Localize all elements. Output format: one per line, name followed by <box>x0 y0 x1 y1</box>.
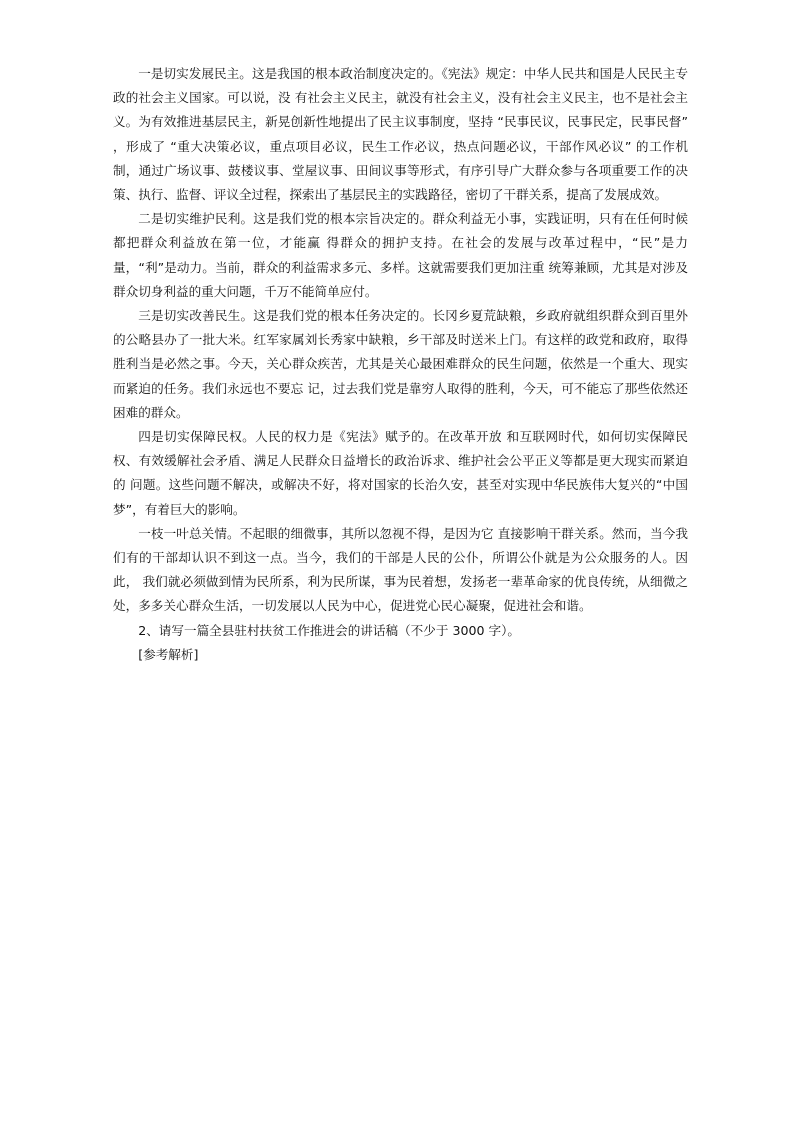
answer-heading: [参考解析] <box>138 646 199 662</box>
document-page <box>113 62 688 667</box>
question-prompt: 2、请写一篇全县驻村扶贫工作推进会的讲话稿（不少于 3000 字）。 <box>138 622 520 638</box>
paragraph-conclusion: 一枝一叶总关情。不起眼的细微事，其所以忽视不得，是因为它 直接影响干群关系。然而，当今我们有的干部却认识不到这一点。当今，我们的干部是人民的公仆，所谓公仆就是为公众服务的人。因此， 我们就必须做到情为民所系，利为民所谋，事为民着想，发扬老一辈革命家的优良传统，从细微之处，多多关心群众生活，一切发展以人民为中心，促进党心民心凝聚，促进社会和谐。 <box>113 525 688 614</box>
paragraph-guarantee-rights: 四是切实保障民权。人民的权力是《宪法》赋予的。在改革开放 和互联网时代，如何切实保障民权、有效缓解社会矛盾、满足人民群众日益增长的政治诉求、维护社会公平正义等都是更大现实而紧迫的 问题。这些问题不解决，或解决不好，将对国家的长治久安，甚至对实现中华民族伟大复兴的“中国梦”，有着巨大的影响。 <box>113 429 688 517</box>
paragraph-improve-livelihood: 三是切实改善民生。这是我们党的根本任务决定的。长冈乡夏荒缺粮，乡政府就组织群众到百里外的公略县办了一批大米。红军家属刘长秀家中缺粮，乡干部及时送米上门。有这样的政党和政府，取得 胜利当是必然之事。今天，关心群众疾苦，尤其是关心最困难群众的民生问题，依然是一个重大、现实而紧迫的任务。我们永远也不要忘 记，过去我们党是靠穷人取得的胜利，今天，可不能忘了那些依然还困难的群众。 <box>113 308 688 420</box>
paragraph-develop-democracy: 一是切实发展民主。这是我国的根本政治制度决定的。《宪法》规定：中华人民共和国是人民民主专政的社会主义国家。可以说，没 有社会主义民主，就没有社会主义，没有社会主义民主，也不是社会主义。为有效推进基层民主，新晃创新性地提出了民主议事制度，坚持 “民事民议，民事民定，民事民督” ，形成了 “重大决策必议，重点项目必议，民生工作必议，热点问题必议，干部作风必议” 的工作机 制，通过广场议事、鼓楼议事、堂屋议事、田间议事等形式，有序引导广大群众参与各项重要工作的决策、执行、监督、评议全过程，探索出了基层民主的实践路径，密切了干群关系，提高了发展成效。 <box>113 66 688 203</box>
paragraph-protect-interests: 二是切实维护民利。这是我们党的根本宗旨决定的。群众利益无小事，实践证明，只有在任何时候都把群众利益放在第一位，才能赢 得群众的拥护支持。在社会的发展与改革过程中，“民”是力量，“利”是动力。当前，群众的利益需求多元、多样。这就需要我们更加注重 统筹兼顾，尤其是对涉及群众切身利益的重大问题，千万不能简单应付。 <box>113 211 688 299</box>
